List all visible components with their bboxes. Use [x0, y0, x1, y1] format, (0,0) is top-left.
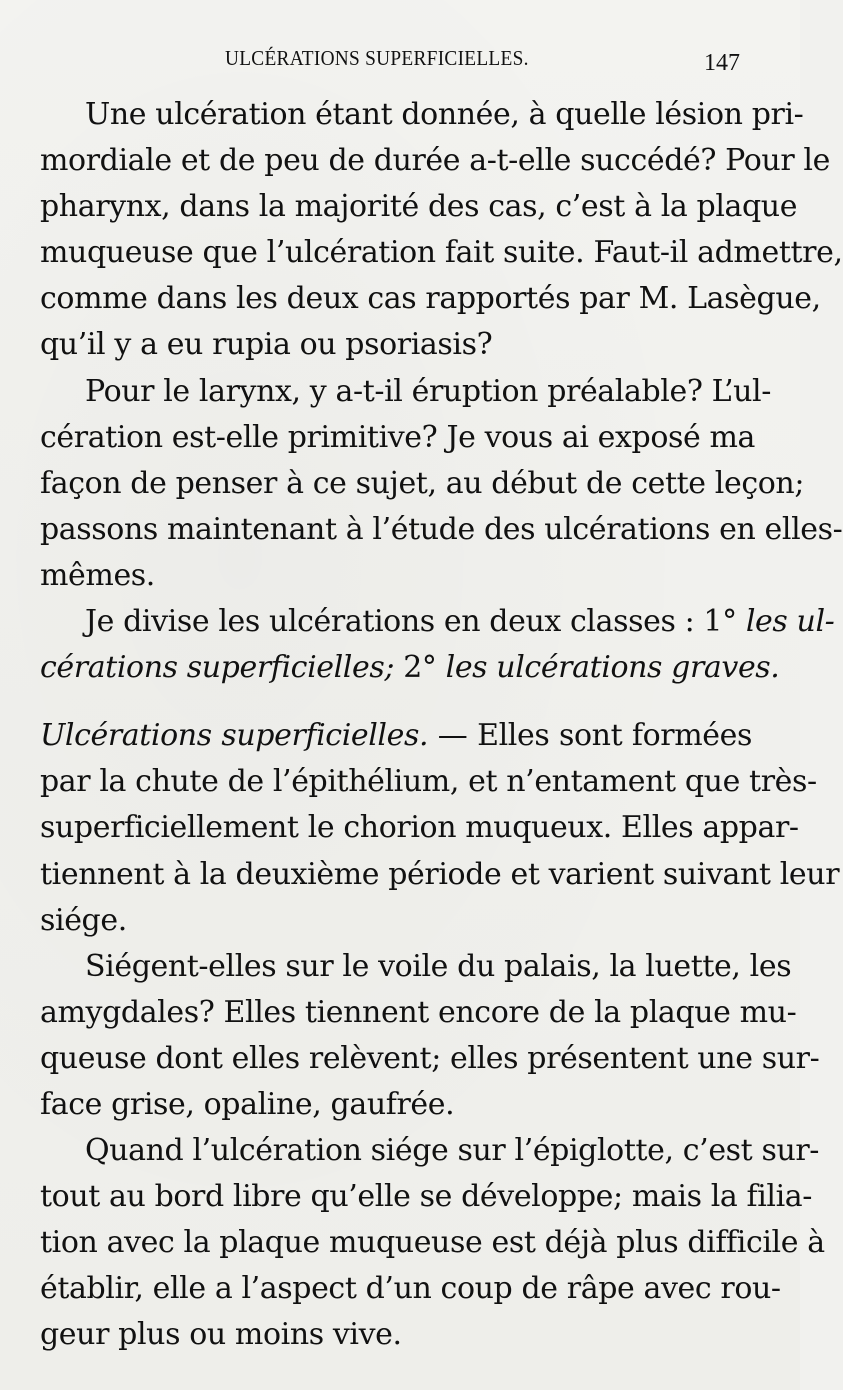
text-line: tout au bord libre qu’elle se développe; mais la filia- [40, 1179, 813, 1215]
text-line: mêmes. [40, 557, 155, 593]
text-line: mordiale et de peu de durée a-t-elle succédé? Pour le [40, 143, 830, 179]
body-text [40, 92, 843, 1359]
text-line: établir, elle a l’aspect d’un coup de râpe avec rou- [40, 1271, 781, 1307]
text-line: Quand l’ulcération siége sur l’épiglotte, c’est sur- [85, 1133, 820, 1169]
text-line: muqueuse que l’ulcération fait suite. Faut-il admettre, [40, 235, 843, 271]
text-line: siége. [40, 902, 127, 938]
text-line: tion avec la plaque muqueuse est déjà plus difficile à [40, 1225, 825, 1261]
page-number: 147 [704, 50, 740, 76]
italic-run: les ul- [745, 604, 835, 640]
text-line: cération est-elle primitive? Je vous ai exposé ma [40, 419, 756, 455]
text-line: amygdales? Elles tiennent encore de la plaque mu- [40, 994, 797, 1030]
italic-run: les ulcérations graves. [445, 650, 780, 686]
text-line [40, 713, 752, 759]
text-line: Siégent-elles sur le voile du palais, la luette, les [85, 948, 792, 984]
text-line: comme dans les deux cas rapportés par M. Lasègue, [40, 281, 821, 317]
page-header [0, 40, 800, 80]
text-line: passons maintenant à l’étude des ulcérations en elles- [40, 511, 843, 547]
text-line: Pour le larynx, y a-t-il éruption préalable? L’ul- [85, 373, 771, 409]
text-line: superficiellement le chorion muqueux. Elles appar- [40, 810, 799, 846]
paragraph-gap [40, 691, 752, 713]
italic-heading: Ulcérations superficielles. [40, 718, 429, 754]
text-line [40, 599, 835, 645]
text-line: geur plus ou moins vive. [40, 1317, 402, 1353]
italic-run: cérations superficielles; [40, 650, 395, 686]
text-line: Une ulcération étant donnée, à quelle lésion pri- [85, 97, 804, 132]
text-line: tiennent à la deuxième période et varient suivant leur [40, 856, 840, 892]
text-line: façon de penser à ce sujet, au début de cette leçon; [40, 465, 805, 501]
text-line [40, 645, 780, 691]
text-line: par la chute de l’épithélium, et n’entament que très- [40, 764, 817, 800]
text-line: pharynx, dans la majorité des cas, c’est à la plaque [40, 189, 798, 225]
text-run: — Elles sont formées [428, 718, 752, 754]
text-line: face grise, opaline, gaufrée. [40, 1086, 455, 1122]
text-run: 2° [394, 650, 446, 686]
running-title: ULCÉRATIONS SUPERFICIELLES. [225, 46, 529, 70]
text-line: qu’il y a eu rupia ou psoriasis? [40, 327, 493, 363]
text-run: Je divise les ulcérations en deux classes : 1° [85, 604, 746, 640]
text-line: queuse dont elles relèvent; elles présentent une sur- [40, 1040, 820, 1076]
